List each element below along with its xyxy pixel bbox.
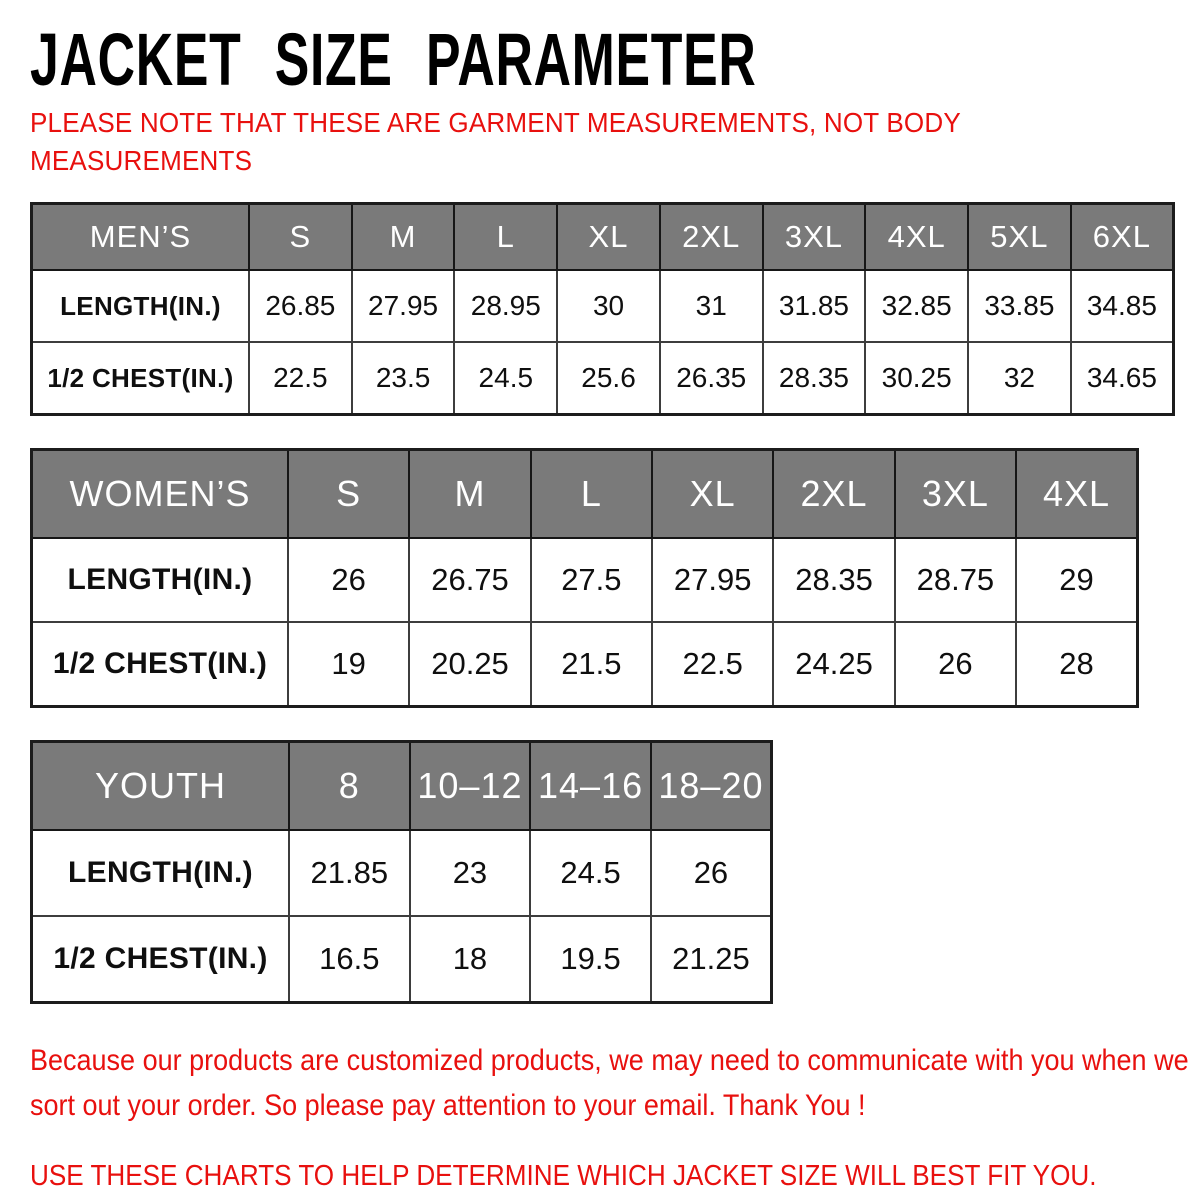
measurement-value-cell: 29 xyxy=(1016,538,1137,622)
size-column-header: L xyxy=(531,450,652,539)
youth-size-table xyxy=(30,740,773,1004)
measurement-value-cell: 20.25 xyxy=(409,622,530,707)
measurement-row-label: LENGTH(IN.) xyxy=(32,830,290,916)
size-group-header: MEN’S xyxy=(32,204,250,271)
measurement-row xyxy=(32,830,772,916)
measurement-row xyxy=(32,622,1138,707)
measurement-value-cell: 26.85 xyxy=(249,270,352,342)
size-column-header: 3XL xyxy=(895,450,1016,539)
measurement-value-cell: 30 xyxy=(557,270,660,342)
size-header-row xyxy=(32,742,772,831)
measurement-value-cell: 19.5 xyxy=(530,916,651,1003)
measurement-row-label: 1/2 CHEST(IN.) xyxy=(32,342,250,415)
measurement-value-cell: 27.5 xyxy=(531,538,652,622)
measurement-value-cell: 33.85 xyxy=(968,270,1071,342)
measurement-value-cell: 27.95 xyxy=(652,538,773,622)
measurement-value-cell: 26 xyxy=(288,538,409,622)
mens-size-table xyxy=(30,202,1175,416)
measurement-value-cell: 16.5 xyxy=(289,916,410,1003)
measurement-value-cell: 34.65 xyxy=(1071,342,1174,415)
size-group-header: WOMEN’S xyxy=(32,450,289,539)
measurement-row-label: 1/2 CHEST(IN.) xyxy=(32,916,290,1003)
measurement-value-cell: 21.5 xyxy=(531,622,652,707)
measurement-value-cell: 24.5 xyxy=(530,830,651,916)
womens-size-table xyxy=(30,448,1139,708)
size-column-header: 2XL xyxy=(773,450,894,539)
measurement-value-cell: 21.85 xyxy=(289,830,410,916)
size-column-header: L xyxy=(454,204,557,271)
size-column-header: 10–12 xyxy=(410,742,531,831)
page-title-text: JACKET SIZE PARAMETER xyxy=(30,18,757,101)
measurement-value-cell: 18 xyxy=(410,916,531,1003)
size-column-header: M xyxy=(409,450,530,539)
size-header-row xyxy=(32,204,1174,271)
measurement-value-cell: 32 xyxy=(968,342,1071,415)
measurement-value-cell: 31 xyxy=(660,270,763,342)
size-column-header: XL xyxy=(652,450,773,539)
measurement-row xyxy=(32,270,1174,342)
measurement-value-cell: 28.35 xyxy=(773,538,894,622)
measurement-value-cell: 27.95 xyxy=(352,270,455,342)
garment-measurement-note: PLEASE NOTE THAT THESE ARE GARMENT MEASUREMENTS, NOT BODY MEASUREMENTS xyxy=(30,107,961,176)
measurement-value-cell: 25.6 xyxy=(557,342,660,415)
measurement-value-cell: 34.85 xyxy=(1071,270,1174,342)
fit-advice-note: USE THESE CHARTS TO HELP DETERMINE WHICH JACKET SIZE WILL BEST FIT YOU. xyxy=(30,1160,1097,1192)
measurement-value-cell: 22.5 xyxy=(249,342,352,415)
size-column-header: 5XL xyxy=(968,204,1071,271)
measurement-row xyxy=(32,916,772,1003)
size-column-header: 4XL xyxy=(1016,450,1137,539)
measurement-row-label: 1/2 CHEST(IN.) xyxy=(32,622,289,707)
custom-order-note: Because our products are customized products, we may need to communicate with you when we sort out your order. So please pay attention to your email. Thank You ! xyxy=(30,1044,1189,1122)
size-header-row xyxy=(32,450,1138,539)
measurement-value-cell: 30.25 xyxy=(865,342,968,415)
size-group-header: YOUTH xyxy=(32,742,290,831)
measurement-value-cell: 28.95 xyxy=(454,270,557,342)
measurement-row-label: LENGTH(IN.) xyxy=(32,270,250,342)
size-column-header: XL xyxy=(557,204,660,271)
size-column-header: 14–16 xyxy=(530,742,651,831)
size-column-header: M xyxy=(352,204,455,271)
measurement-value-cell: 26 xyxy=(895,622,1016,707)
measurement-value-cell: 23 xyxy=(410,830,531,916)
garment-note-wrap xyxy=(30,104,1170,190)
measurement-value-cell: 32.85 xyxy=(865,270,968,342)
measurement-value-cell: 26 xyxy=(651,830,772,916)
measurement-row xyxy=(32,342,1174,415)
size-column-header: 4XL xyxy=(865,204,968,271)
measurement-value-cell: 28.35 xyxy=(763,342,866,415)
measurement-value-cell: 26.75 xyxy=(409,538,530,622)
measurement-value-cell: 28 xyxy=(1016,622,1137,707)
measurement-value-cell: 23.5 xyxy=(352,342,455,415)
measurement-value-cell: 19 xyxy=(288,622,409,707)
measurement-value-cell: 21.25 xyxy=(651,916,772,1003)
measurement-value-cell: 24.25 xyxy=(773,622,894,707)
size-column-header: 8 xyxy=(289,742,410,831)
measurement-value-cell: 22.5 xyxy=(652,622,773,707)
measurement-value-cell: 28.75 xyxy=(895,538,1016,622)
size-column-header: 18–20 xyxy=(651,742,772,831)
measurement-value-cell: 24.5 xyxy=(454,342,557,415)
size-column-header: 2XL xyxy=(660,204,763,271)
size-column-header: 6XL xyxy=(1071,204,1174,271)
measurement-value-cell: 26.35 xyxy=(660,342,763,415)
size-column-header: 3XL xyxy=(763,204,866,271)
size-column-header: S xyxy=(249,204,352,271)
size-column-header: S xyxy=(288,450,409,539)
measurement-value-cell: 31.85 xyxy=(763,270,866,342)
page-title xyxy=(30,18,1170,101)
measurement-row-label: LENGTH(IN.) xyxy=(32,538,289,622)
measurement-row xyxy=(32,538,1138,622)
